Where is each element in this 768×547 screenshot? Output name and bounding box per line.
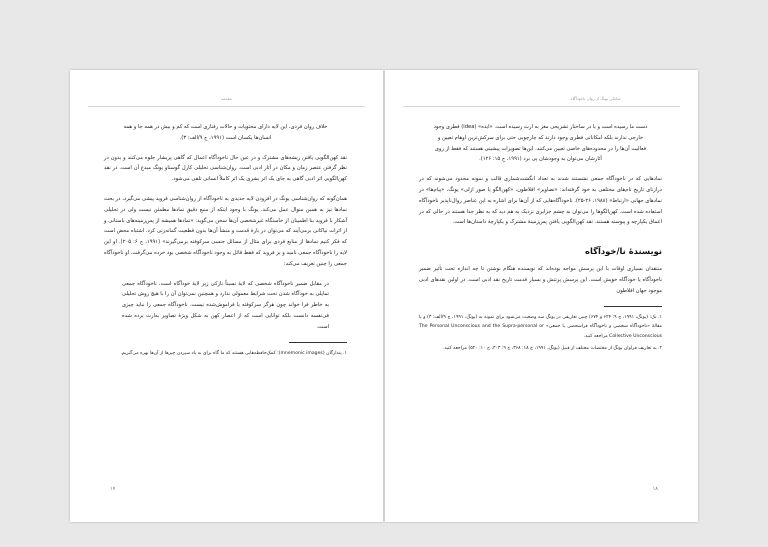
paragraph: منتقدان بسیاری اوقات با این پرسش مواجه بوده‌اند که نویسنده هنگام نوشتن تا چه اندازه تحت تأثیر ضمیر ناخودآگاه یا خودآگاه خویش است. این پرسش پرتنش و بسیار قدمت تاریخ نقد ادبی است. در اولین نقدهای ادبی موجود جهان افلاطون [419, 266, 662, 294]
right-page [385, 70, 698, 522]
section-heading: نویسندهٔ نا/خودآگاه [585, 246, 662, 257]
page-number: ۱۸ [652, 486, 658, 492]
page-number: ۱۷ [110, 486, 116, 492]
running-header [88, 96, 365, 107]
footnote-rule [604, 306, 662, 307]
block-quote: در مقابل ضمیر ناخودآگاه شخصی که لایهٔ نسبتاً نازکی زیر لایهٔ خودآگاه است، ناخودآگاه جمعی تمایلی به خودآگاه شدن تحت شرایط معمولی ندارد و همچنین نمی‌توان آن را با هیچ روش تحلیلی به خاطر فرا خواند چون هرگز سرکوفته یا فراموش‌شده نیست. ناخودآگاه جمعی را نباید چیزی فی‌نفسه دانست بلکه توانایی است که از اعصار کهن به شکل ویژهٔ تصاویر به‌ارث برده شده است. [122, 280, 329, 330]
paragraph: همان‌گونه که روان‌شناسی یونگ در افزودن لایه جدیدی به ناخودآگاه از روان‌شناسی فروید پیشی می‌گیرد، در بحث نمادها نیز به همین منوال عمل می‌کند. یونگ با وجود اینکه از منبع دقیق نمادها مطمئن نیست ولی در تحلیلی آشکار با فروید بنا اطمینان از خاستگاه غیرشخصی آن‌ها سخن می‌گوید: «نمادها همیشه از پس‌زمینه‌های باستانی و از اثرات نیاکانی برمی‌آیند که می‌توان در بارهٔ قدمت و منشأ آن‌ها بدون قطعیت گمانه‌زنی کرد. اشتباه محض است که فکر کنیم نمادها از منابع فردی برای مثال از مسائل جنسی سرکوفته برمی‌گیرند» (۱۹۹۱، ج ۶: ۲۰۵). او این لایه را ناخودآگاه جمعی نامید و بر فروید که فقط قائل به وجود ناخودآگاه شخصی بود خرده می‌گرفت. او ناخودآگاه جمعی را چنین تعریف می‌کند: [104, 195, 347, 267]
header-text: مقدمه [217, 96, 236, 101]
footnote-rule [289, 342, 347, 343]
footnote: ۲. به تعاریف فراوان یونگ از مختصات مختلف از قبیل (یونگ، ۱۹۹۱، ج ۱۸: ۳۶۸، ج ۹: ۳۰۳، ج ۱۰: ۵۲۰) مراجعه کنید. [442, 346, 662, 352]
running-header [403, 96, 680, 107]
left-page [70, 70, 383, 522]
paragraph: نمادهایی که در ناخودآگاه جمعی نشستند شدند به تعداد انگشت‌شماری قالب و نمونه محدود می‌شوند که در درازنای تاریخ نام‌های مختلفی به خود گرفته‌اند: «تصاویر» افلاطون، «کهن‌الگو یا صور ازلی» یونگ، «پیام‌ها» در نمادهای جهانی «ارتباط» (۱۹۸۸، ۲۶-۲۵). ناخودآگاه‌هایی که از آن‌ها برای اشاره به این عناصر روال‌ناپذیر ناخودآگاه استفاده شده است. کهن‌الگوها را می‌توان به چشم جزایری نزدیک به هم دید که به نظر جدا هستند در حالی که در اعماق یکپارچه و پیوسته هستند. نقد کهن‌الگویی یافتن پس‌زمینهٔ مشترک و یکپارچهٔ داستان‌ها است. [419, 176, 662, 226]
page-body [419, 122, 662, 357]
header-text: سایکی یونگ از روان ناخودآگاه [566, 96, 624, 101]
paragraph: نقد کهن‌الگویی یافتن ریشه‌های مشترک و در عین حال ناخودآگاه اعمال که گاهی پریشار جلوه می‌کنند و بدون در نظر گرفتن عنصر زمان و مکان در آثار ادبی است. روان‌شناسی تحلیلی کارل گوستاو یونگ مبدع آن است. در نقد کهن‌الگویی اثر ادبی گاهی به جای یک اثر بشری یک اثر کاملاً انسانی تلقی می‌شود. [104, 154, 347, 183]
footnote: ۱. نک: (یونگ، ۱۹۹۱، ج ۹: ۶۲۴ و ۶۷۴) چنین تعاریفی در یونگ سه وضعیت می‌شود برای نمونه به (یونگ، ۱۹۹۱، ج ۹/الف: ۳) و یا مقالهٔ «ناخودآگاه شخصی و ناخودآگاه فراشخصی یا جمعی» The Personal Unconscious and the Supra-personal or Collective Unconscious مراجعه کنید. [419, 314, 663, 339]
block-quote: دست ما رسیده است و یا در ساختار تشریحی مغز به ارث رسیده است. «ایده» (idea) فطری وجود خارجی ندارند بلکه امکاناتی فطری وجود دارند که چارچوبی حتی برای سرکش‌ترین اوهام تعیین و فعالیت آن‌ها را در محدوده‌های خاصی تعیین می‌کنند. این‌ها تصویرات پیشینی هستند که فقط از روی آثارشان می‌توان به وجودشان پی برد (۱۹۹۱، ج ۱۵: ۱۲۶). [433, 124, 648, 163]
footnote: ۱. پندارگان (mnemonic images): کمک‌حافظه‌هایی هستند که ما گاه برای به یاد سپردن چیزها از آن‌ها بهره می‌گیریم. [120, 350, 347, 356]
paragraph: خلاف روان فردی، این لایه دارای محتویات و حالات رفتاری است که کم و بیش در همه جا و همه انسان‌ها یکسان است (۱۹۹۱، ج ۹/الف: ۳). [123, 124, 328, 141]
page-body [104, 122, 347, 361]
